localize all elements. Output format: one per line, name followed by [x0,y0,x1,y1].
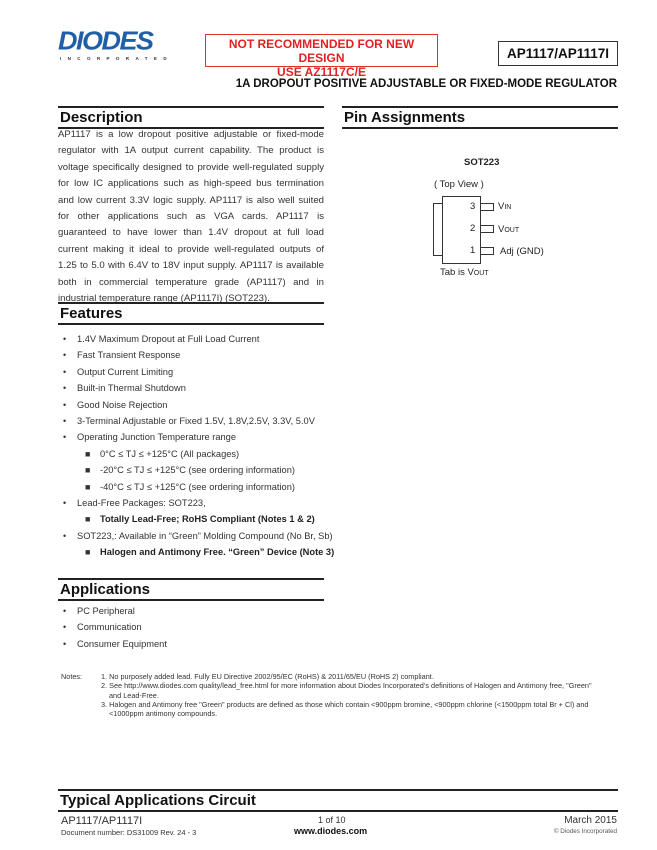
description-title: Description [60,109,143,126]
pin-diagram [342,100,618,290]
pin-1-name: Adj (GND) [500,246,544,257]
application-item: • Communication [63,622,142,633]
applications-title: Applications [60,581,151,598]
feature-subitem: ■ Totally Lead-Free; RoHS Compliant (Notes 1 & 2) [85,514,315,525]
footer-website-link[interactable]: www.diodes.com [294,826,368,836]
feature-item: • Fast Transient Response [63,350,181,361]
feature-item: • SOT223,: Available in “Green” Molding Compound (No Br, Sb) [63,530,333,541]
document-subtitle: 1A DROPOUT POSITIVE ADJUSTABLE OR FIXED-MODE REGULATOR [235,78,617,90]
feature-item: • Lead-Free Packages: SOT223, [63,497,206,508]
pin-1-lead [480,247,494,255]
note-line: 2. See http://www.diodes.com quality/lead_free.html for more information about Diodes Incorporated’s definitions of Halogen and Antimony free, "Green" [101,681,592,691]
applications-list [58,603,338,652]
footer-copyright: © Diodes Incorporated [553,828,617,835]
not-recommended-banner [205,34,438,79]
part-number-box: AP1117/AP1117I [498,41,618,66]
logo-text: DIODES [58,26,153,56]
top-view-label: ( Top View ) [434,179,484,190]
feature-subitem: ■ -20°C ≤ TJ ≤ +125°C (see ordering information) [85,465,295,476]
diodes-logo [58,26,174,61]
description-body: AP1117 is a low dropout positive adjustable or fixed-mode regulator with 1A output current capability. The product is voltage specifically designed to provide well-regulated supply for low IC applications such as high-speed bus termination and low current 3.3V logic supply. AP1117 is also well suited for other applications such as VGA cards. AP1117 is guaranteed to have lower than 1.4V dropout at full load current making it ideal to provide well-regulated outputs of 1.25 to 5.0 with 6.4V to 18V input supply. AP1117 is available both in commercial temperature grade (AP1117) and in industrial temperature range (AP1117I) (SOT223). [58,129,324,305]
feature-item: • Operating Junction Temperature range [63,432,237,443]
features-title: Features [60,305,123,322]
pin-1-number: 1 [470,245,476,256]
feature-item: • Built-in Thermal Shutdown [63,383,186,394]
feature-item: • 1.4V Maximum Dropout at Full Load Current [63,334,260,344]
applications-section-header [58,578,324,601]
tab-note: Tab is VOUT [440,267,489,278]
footer-date: March 2015 [564,815,617,826]
warning-line-2: USE AZ1117C/E [277,65,366,79]
feature-subitem: ■ -40°C ≤ TJ ≤ +125°C (see ordering information) [85,481,295,492]
feature-subitem: ■ Halogen and Antimony Free. “Green” Device (Note 3) [85,547,335,558]
pin-3-name: VIN [498,201,512,212]
feature-item: • 3-Terminal Adjustable or Fixed 1.5V, 1.8V,2.5V, 3.3V, 5.0V [63,415,315,426]
pin-2-number: 2 [470,223,476,234]
pin-3-number: 3 [470,201,476,212]
note-line: 1. No purposely added lead. Fully EU Directive 2002/95/EC (RoHS) & 2011/65/EU (RoHS 2) compliant. [101,672,434,681]
warning-line-1: NOT RECOMMENDED FOR NEW DESIGN [228,37,415,65]
features-section-header [58,302,324,325]
feature-item: • Output Current Limiting [63,366,174,377]
note-line: 3. Halogen and Antimony free "Green" products are defined as those which contain <900ppm bromine, <900ppm chlorine (<1500ppm total Br + Cl) and [101,699,589,709]
logo-subtext: INCORPORATED [60,56,173,61]
pin-2-name: VOUT [498,224,520,235]
typical-circuit-section-header [58,789,618,812]
typical-circuit-title: Typical Applications Circuit [60,792,256,809]
feature-item: • Good Noise Rejection [63,399,168,410]
feature-subitem: ■ 0°C ≤ TJ ≤ +125°C (All packages) [85,448,240,459]
notes-list [101,672,657,718]
note-line: and Lead-Free. [109,690,159,700]
application-item: • PC Peripheral [63,606,135,616]
note-line: <1000ppm antimony compounds. [109,709,218,719]
footer-doc-number: Document number: DS31009 Rev. 24 - 3 [61,828,197,837]
features-list [58,331,338,560]
footer-part-number: AP1117/AP1117I [61,815,143,827]
footer-page-number: 1 of 10 [318,815,346,825]
application-item: • Consumer Equipment [63,638,167,649]
pin-3-lead [480,203,494,211]
description-section-header [58,106,324,129]
notes-label: Notes: [61,672,83,681]
pin-assignments-title: Pin Assignments [344,109,466,126]
package-name: SOT223 [464,157,500,168]
pin-2-lead [480,225,494,233]
